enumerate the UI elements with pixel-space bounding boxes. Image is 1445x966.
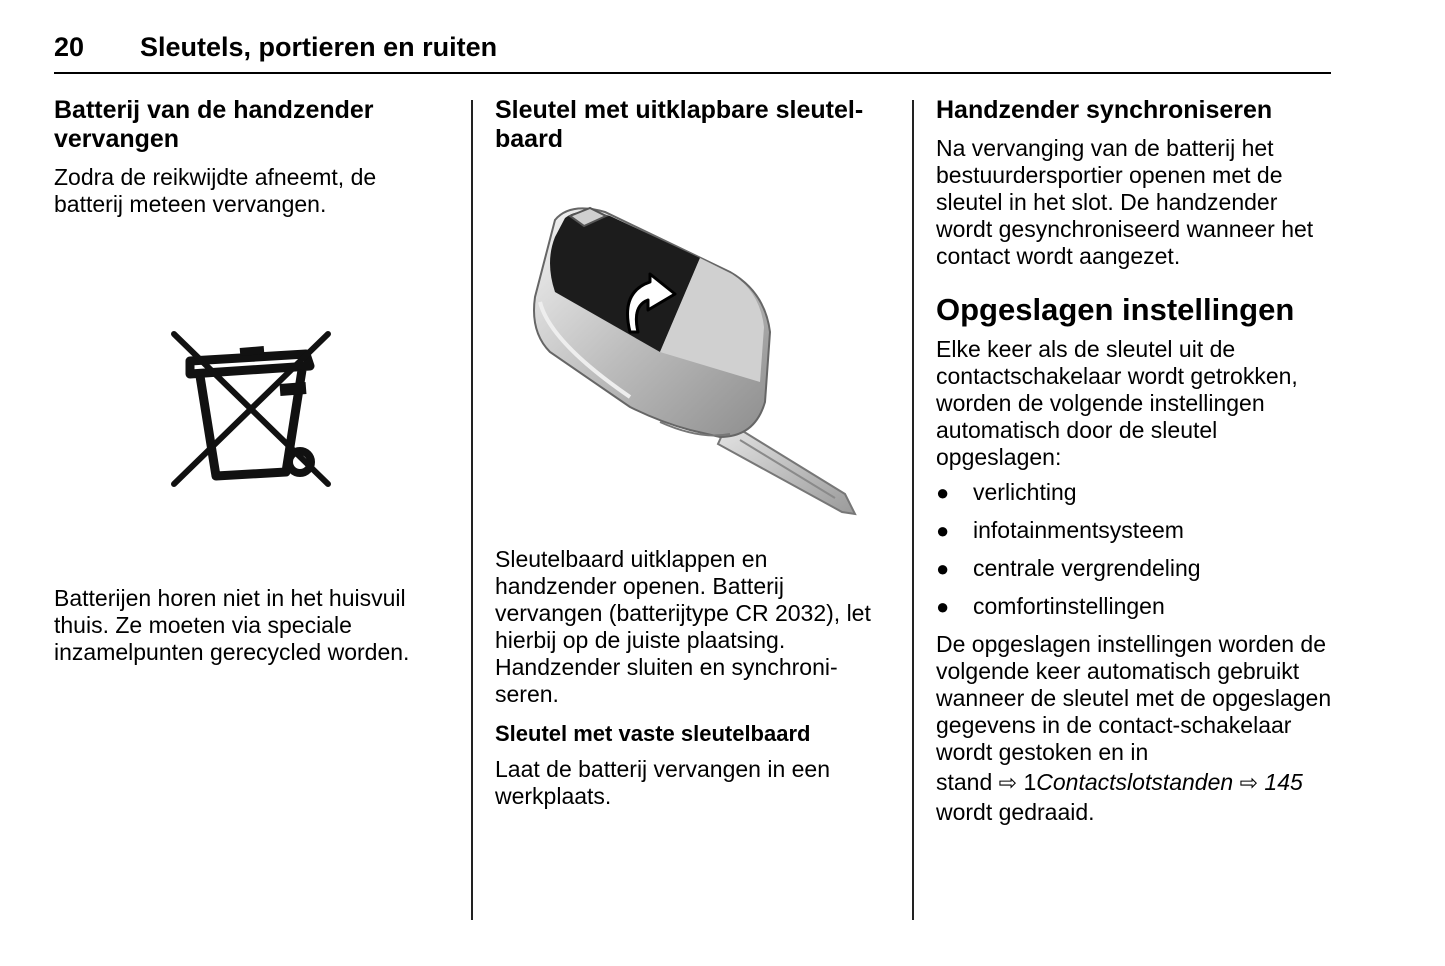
column-sync-and-settings bbox=[936, 96, 1336, 826]
chapter-title: Sleutels, portieren en ruiten bbox=[140, 32, 498, 62]
column-folding-key bbox=[495, 96, 895, 810]
sync-text: Na vervanging van de batterij het bestuurdersportier openen met de sleutel in het slot. De handzender wordt gesynchroniseerd wanneer het contact wordt aangezet. bbox=[936, 135, 1314, 269]
subheading-fixed-key: Sleutel met vaste sleutelbaard bbox=[495, 721, 811, 746]
folding-key-icon bbox=[510, 182, 870, 522]
section-heading-sync: Handzender synchroniseren bbox=[936, 96, 1273, 124]
crossed-out-wheelie-bin-icon bbox=[74, 246, 414, 551]
column-battery-replacement bbox=[54, 96, 449, 666]
xref-position: 1 bbox=[1023, 769, 1037, 795]
xref-link-contactslotstanden[interactable]: Contactslotstanden bbox=[1036, 769, 1234, 795]
reference-arrow-icon: ⇨ bbox=[998, 770, 1018, 795]
bullet-icon: ● bbox=[936, 556, 950, 581]
column-divider-1 bbox=[471, 100, 473, 920]
bullet-icon: ● bbox=[936, 480, 950, 505]
battery-intro-text: Zodra de reikwijdte afneemt, de batterij meteen vervangen. bbox=[54, 164, 377, 217]
saved-settings-closing-end: wordt gedraaid. bbox=[936, 799, 1095, 825]
list-item: ● infotainmentsysteem bbox=[936, 517, 1184, 543]
list-item: ● comfortinstellingen bbox=[936, 593, 1165, 619]
battery-recycle-text: Batterijen horen niet in het huisvuil thuis. Ze moeten via speciale inzamelpunten gerecycled worden. bbox=[54, 585, 410, 665]
fixed-key-text: Laat de batterij vervangen in een werkplaats. bbox=[495, 756, 831, 809]
page-number: 20 bbox=[54, 32, 85, 62]
section-heading-battery: Batterij van de handzender vervangen bbox=[54, 96, 374, 153]
page-header bbox=[54, 30, 1331, 74]
bullet-icon: ● bbox=[936, 594, 950, 619]
cross-reference-line: stand ⇨ 1Contactslotstanden ⇨ 145 bbox=[936, 766, 1336, 799]
column-divider-2 bbox=[912, 100, 914, 920]
xref-page-number[interactable]: 145 bbox=[1264, 769, 1303, 795]
reference-arrow-icon: ⇨ bbox=[1239, 770, 1259, 795]
section-heading-saved-settings: Opgeslagen instellingen bbox=[936, 292, 1295, 327]
saved-settings-list bbox=[936, 479, 1336, 620]
list-item: ● verlichting bbox=[936, 479, 1077, 505]
section-heading-folding-key: Sleutel met uitklapbare sleutel-baard bbox=[495, 96, 864, 153]
saved-settings-closing: De opgeslagen instellingen worden de volgende keer automatisch gebruikt wanneer de sleutel met de opgeslagen gegevens in de contact-schakelaar wordt gestoken en in bbox=[936, 631, 1332, 765]
saved-settings-intro: Elke keer als de sleutel uit de contactschakelaar wordt getrokken, worden de volgende instellingen automatisch door de sleutel opgeslagen: bbox=[936, 336, 1298, 470]
folding-key-instructions: Sleutelbaard uitklappen en handzender openen. Batterij vervangen (batterijtype CR 2032), let hierbij op de juiste plaatsing. Handzender sluiten en synchroni-seren. bbox=[495, 546, 871, 707]
bullet-icon: ● bbox=[936, 518, 950, 543]
list-item: ● centrale vergrendeling bbox=[936, 555, 1201, 581]
